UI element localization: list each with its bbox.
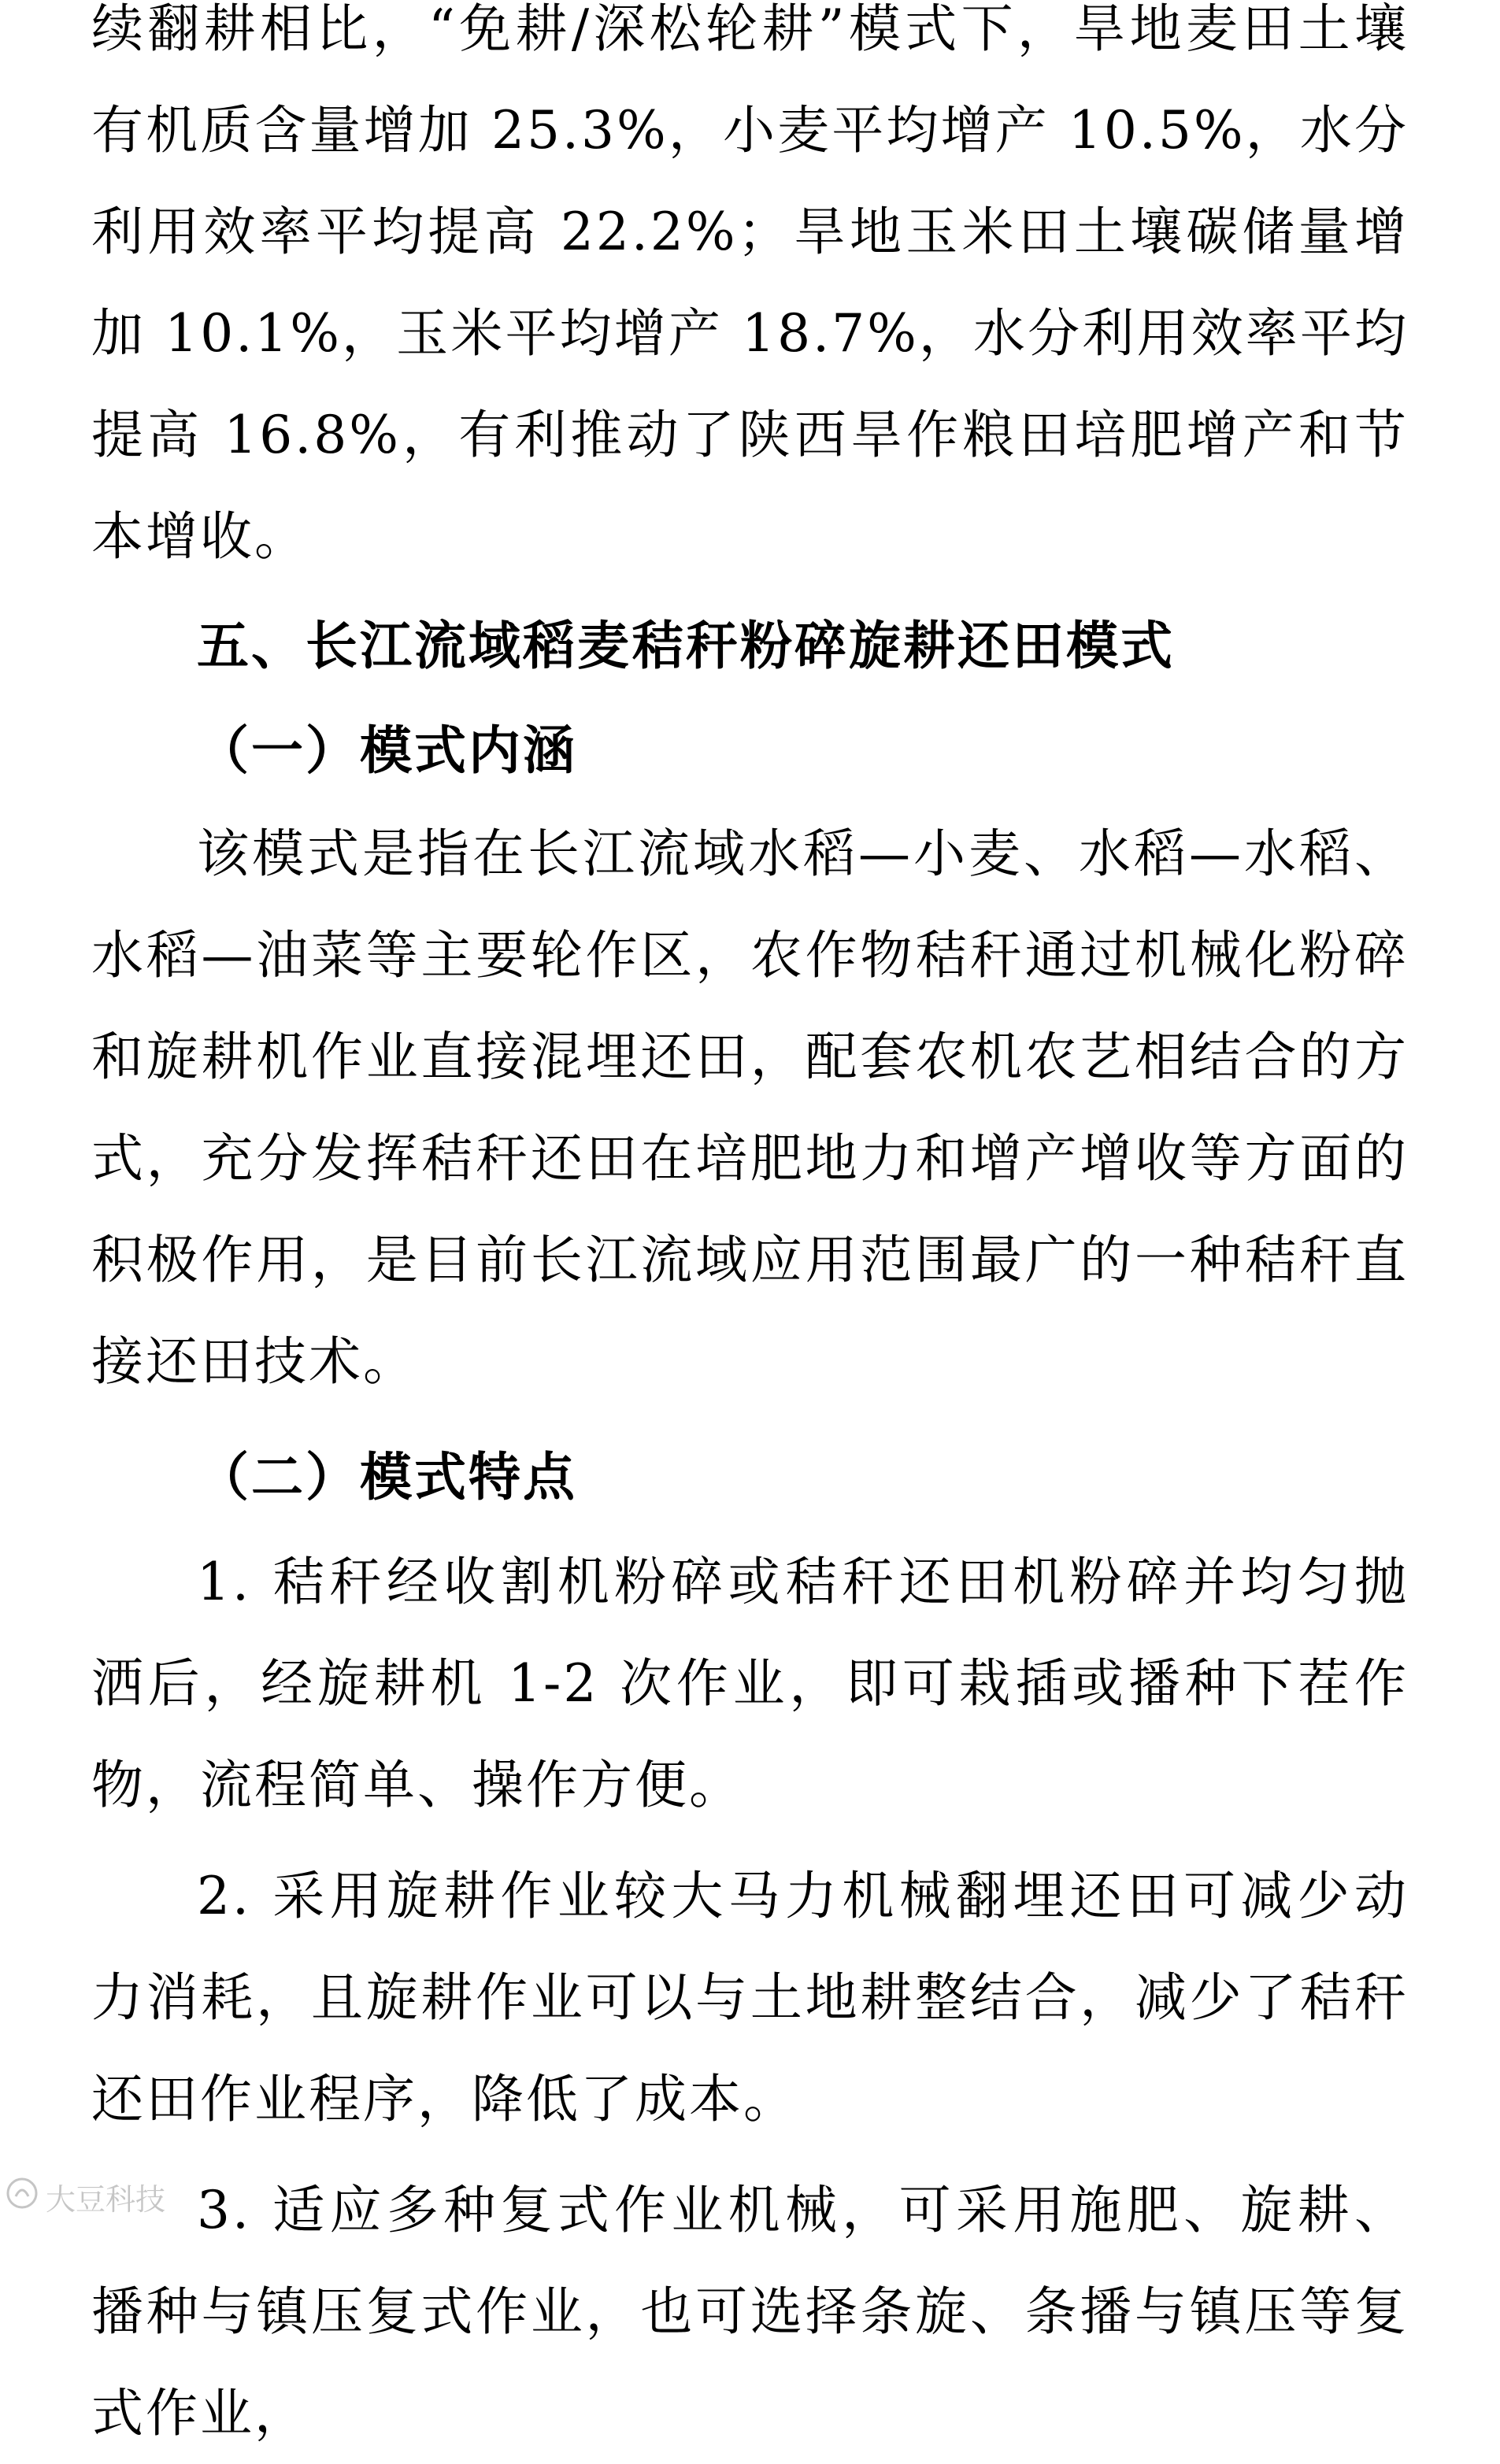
document-body <box>91 0 1409 2464</box>
watermark-text: 大豆科技 <box>46 2182 166 2217</box>
subsection-1-paragraph: 该模式是指在长江流域水稻—小麦、水稻—水稻、水稻—油菜等主要轮作区，农作物秸秆通过机械化粉碎和旋耕机作业直接混埋还田，配套农机农艺相结合的方式，充分发挥秸秆还田在培肥地力和增产增收等方面的积极作用，是目前长江流域应用范围最广的一种秸秆直接还田技术。 <box>91 823 1409 1392</box>
point-1-paragraph: 1. 秸秆经收割机粉碎或秸秆还田机粉碎并均匀抛洒后，经旋耕机 1-2 次作业，即可栽插或播种下茬作物，流程简单、操作方便。 <box>91 1552 1409 1815</box>
subsection-2-heading: （二）模式特点 <box>197 1447 577 1508</box>
continuation-paragraph: 续翻耕相比，“免耕/深松轮耕”模式下，旱地麦田土壤有机质含量增加 25.3%，小麦平均增产 10.5%，水分利用效率平均提高 22.2%；旱地玉米田土壤碳储量增加 10.1%，玉米平均增产 18.7%，水分利用效率平均提高 16.8%，有利推动了陕西旱作粮田培肥增产和节本增收。 <box>91 0 1409 567</box>
watermark-logo-icon <box>5 2176 39 2218</box>
section-heading: 五、长江流域稻麦秸秆粉碎旋耕还田模式 <box>197 616 1175 676</box>
subsection-1-heading: （一）模式内涵 <box>197 720 577 781</box>
watermark <box>5 2175 165 2218</box>
point-2-paragraph: 2. 采用旋耕作业较大马力机械翻埋还田可减少动力消耗，且旋耕作业可以与土地耕整结合，减少了秸秆还田作业程序，降低了成本。 <box>91 1866 1409 2129</box>
point-3-paragraph: 3. 适应多种复式作业机械，可采用施肥、旋耕、播种与镇压复式作业，也可选择条旋、条播与镇压等复式作业， <box>91 2180 1409 2444</box>
